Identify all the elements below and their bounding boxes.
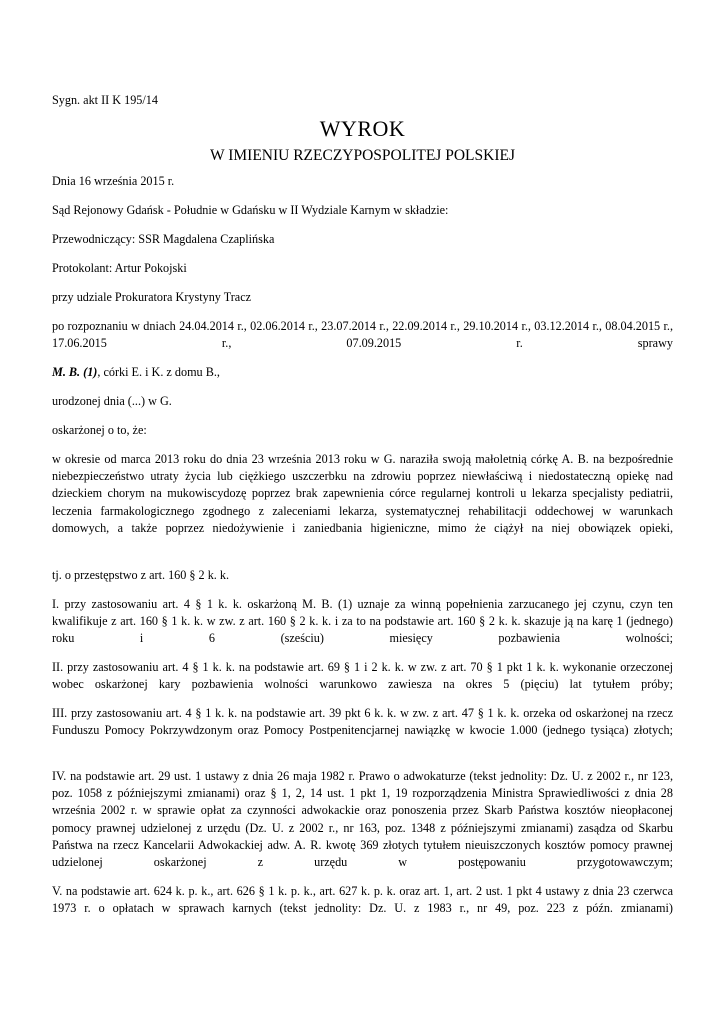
defendant-name: M. B. (1) — [52, 365, 98, 379]
defendant-line — [52, 364, 673, 381]
verdict-title: WYROK — [319, 116, 406, 141]
verdict-subtitle: W IMIENIU RZECZYPOSPOLITEJ POLSKIEJ — [210, 147, 515, 164]
offense-line: tj. o przestępstwo z art. 160 § 2 k. k. — [52, 568, 230, 582]
birth-line: urodzonej dnia (...) w G. — [52, 394, 172, 408]
prosecutor-line: przy udziale Prokuratora Krystyny Tracz — [52, 290, 252, 304]
verdict-point-2: II. przy zastosowaniu art. 4 § 1 k. k. na podstawie art. 69 § 1 i 2 k. k. w zw. z art. 70 § 1 pkt 1 k. k. wykonanie orzeczonej wobec oskarżonej kary pozbawienia wolności warunkowo zawiesza na okres 5 (pięciu) lat tytułem próby; — [52, 660, 673, 692]
defendant-details: , córki E. i K. z domu B., — [97, 365, 220, 379]
verdict-point-1: I. przy zastosowaniu art. 4 § 1 k. k. oskarżoną M. B. (1) uznaje za winną popełnienia zarzucanego jej czynu, czyn ten kwalifikuje z art. 160 § 1 k. k. w zw. z art. 160 § 2 k. k. i za to na podstawie art. 160 § 2 k. k. skazuje ją na karę 1 (jednego) roku i 6 (sześciu) miesięcy pozbawienia wolności; — [52, 597, 673, 646]
verdict-point-5: V. na podstawie art. 624 k. p. k., art. 626 § 1 k. p. k., art. 627 k. p. k. oraz art. 1, art. 2 ust. 1 pkt 4 ustawy z dnia 23 czerwca 1973 r. o opłatach w sprawach karnych (tekst jednolity: Dz. U. z 1983 r., nr 49, poz. 223 z późn. zmianami) — [52, 884, 673, 916]
chair-line: Przewodniczący: SSR Magdalena Czaplińska — [52, 232, 275, 246]
clerk-line: Protokolant: Artur Pokojski — [52, 261, 187, 275]
hearing-dates: po rozpoznaniu w dniach 24.04.2014 r., 02.06.2014 r., 23.07.2014 r., 22.09.2014 r., 29.10.2014 r., 03.12.2014 r., 08.04.2015 r., 17.06.2015 r., 07.09.2015 r. sprawy — [52, 319, 673, 351]
verdict-point-3: III. przy zastosowaniu art. 4 § 1 k. k. na podstawie art. 39 pkt 6 k. k. w zw. z art. 47 § 1 k. k. orzeka od oskarżonej na rzecz Funduszu Pomocy Pokrzywdzonym oraz Pomocy Postpenitencjarnej nawiązkę w kwocie 1.000 (jednego tysiąca) złotych; — [52, 706, 673, 738]
case-number: Sygn. akt II K 195/14 — [52, 93, 158, 107]
charge-paragraph: w okresie od marca 2013 roku do dnia 23 września 2013 roku w G. naraziła swoją małoletnią córkę A. B. na bezpośrednie niebezpieczeństwo utraty życia lub ciężkiego uszczerbku na zdrowiu poprzez niewłaściwą i niedostateczną opiekę nad dzieckiem chorym na mukowiscydozę poprzez brak zapewnienia córce regularnej kontroli u lekarza specjalisty pediatrii, leczenia farmakologicznego zgodnego z zaleceniami lekarza, systematycznej rehabilitacji oddechowej w warunkach domowych, a także poprzez niedożywienie i zaniedbania higieniczne, mimo że ciążył na niej obowiązek opieki, — [52, 452, 673, 535]
verdict-point-4: IV. na podstawie art. 29 ust. 1 ustawy z dnia 26 maja 1982 r. Prawo o adwokaturze (tekst jednolity: Dz. U. z 2002 r., nr 123, poz. 1058 z późniejszymi zmianami) oraz § 1, 2, 14 ust. 1 pkt 1, 19 rozporządzenia Ministra Sprawiedliwości z dnia 28 września 2002 r. w sprawie opłat za czynności adwokackie oraz ponoszenia przez Skarb Państwa kosztów nieopłaconej pomocy prawnej udzielonej z urzędu (Dz. U. z 2002 r., nr 163, poz. 1348 z późniejszymi zmianami) zasądza od Skarbu Państwa na rzecz Kancelarii Adwokackiej adw. A. R. kwotę 369 złotych tytułem nieuiszczonych kosztów pomocy prawnej udzielonej oskarżonej z urzędu w postępowaniu przygotowawczym; — [52, 769, 673, 870]
court-line: Sąd Rejonowy Gdańsk - Południe w Gdańsku w II Wydziale Karnym w składzie: — [52, 203, 449, 217]
date-line: Dnia 16 września 2015 r. — [52, 174, 175, 188]
accused-line: oskarżonej o to, że: — [52, 423, 147, 437]
